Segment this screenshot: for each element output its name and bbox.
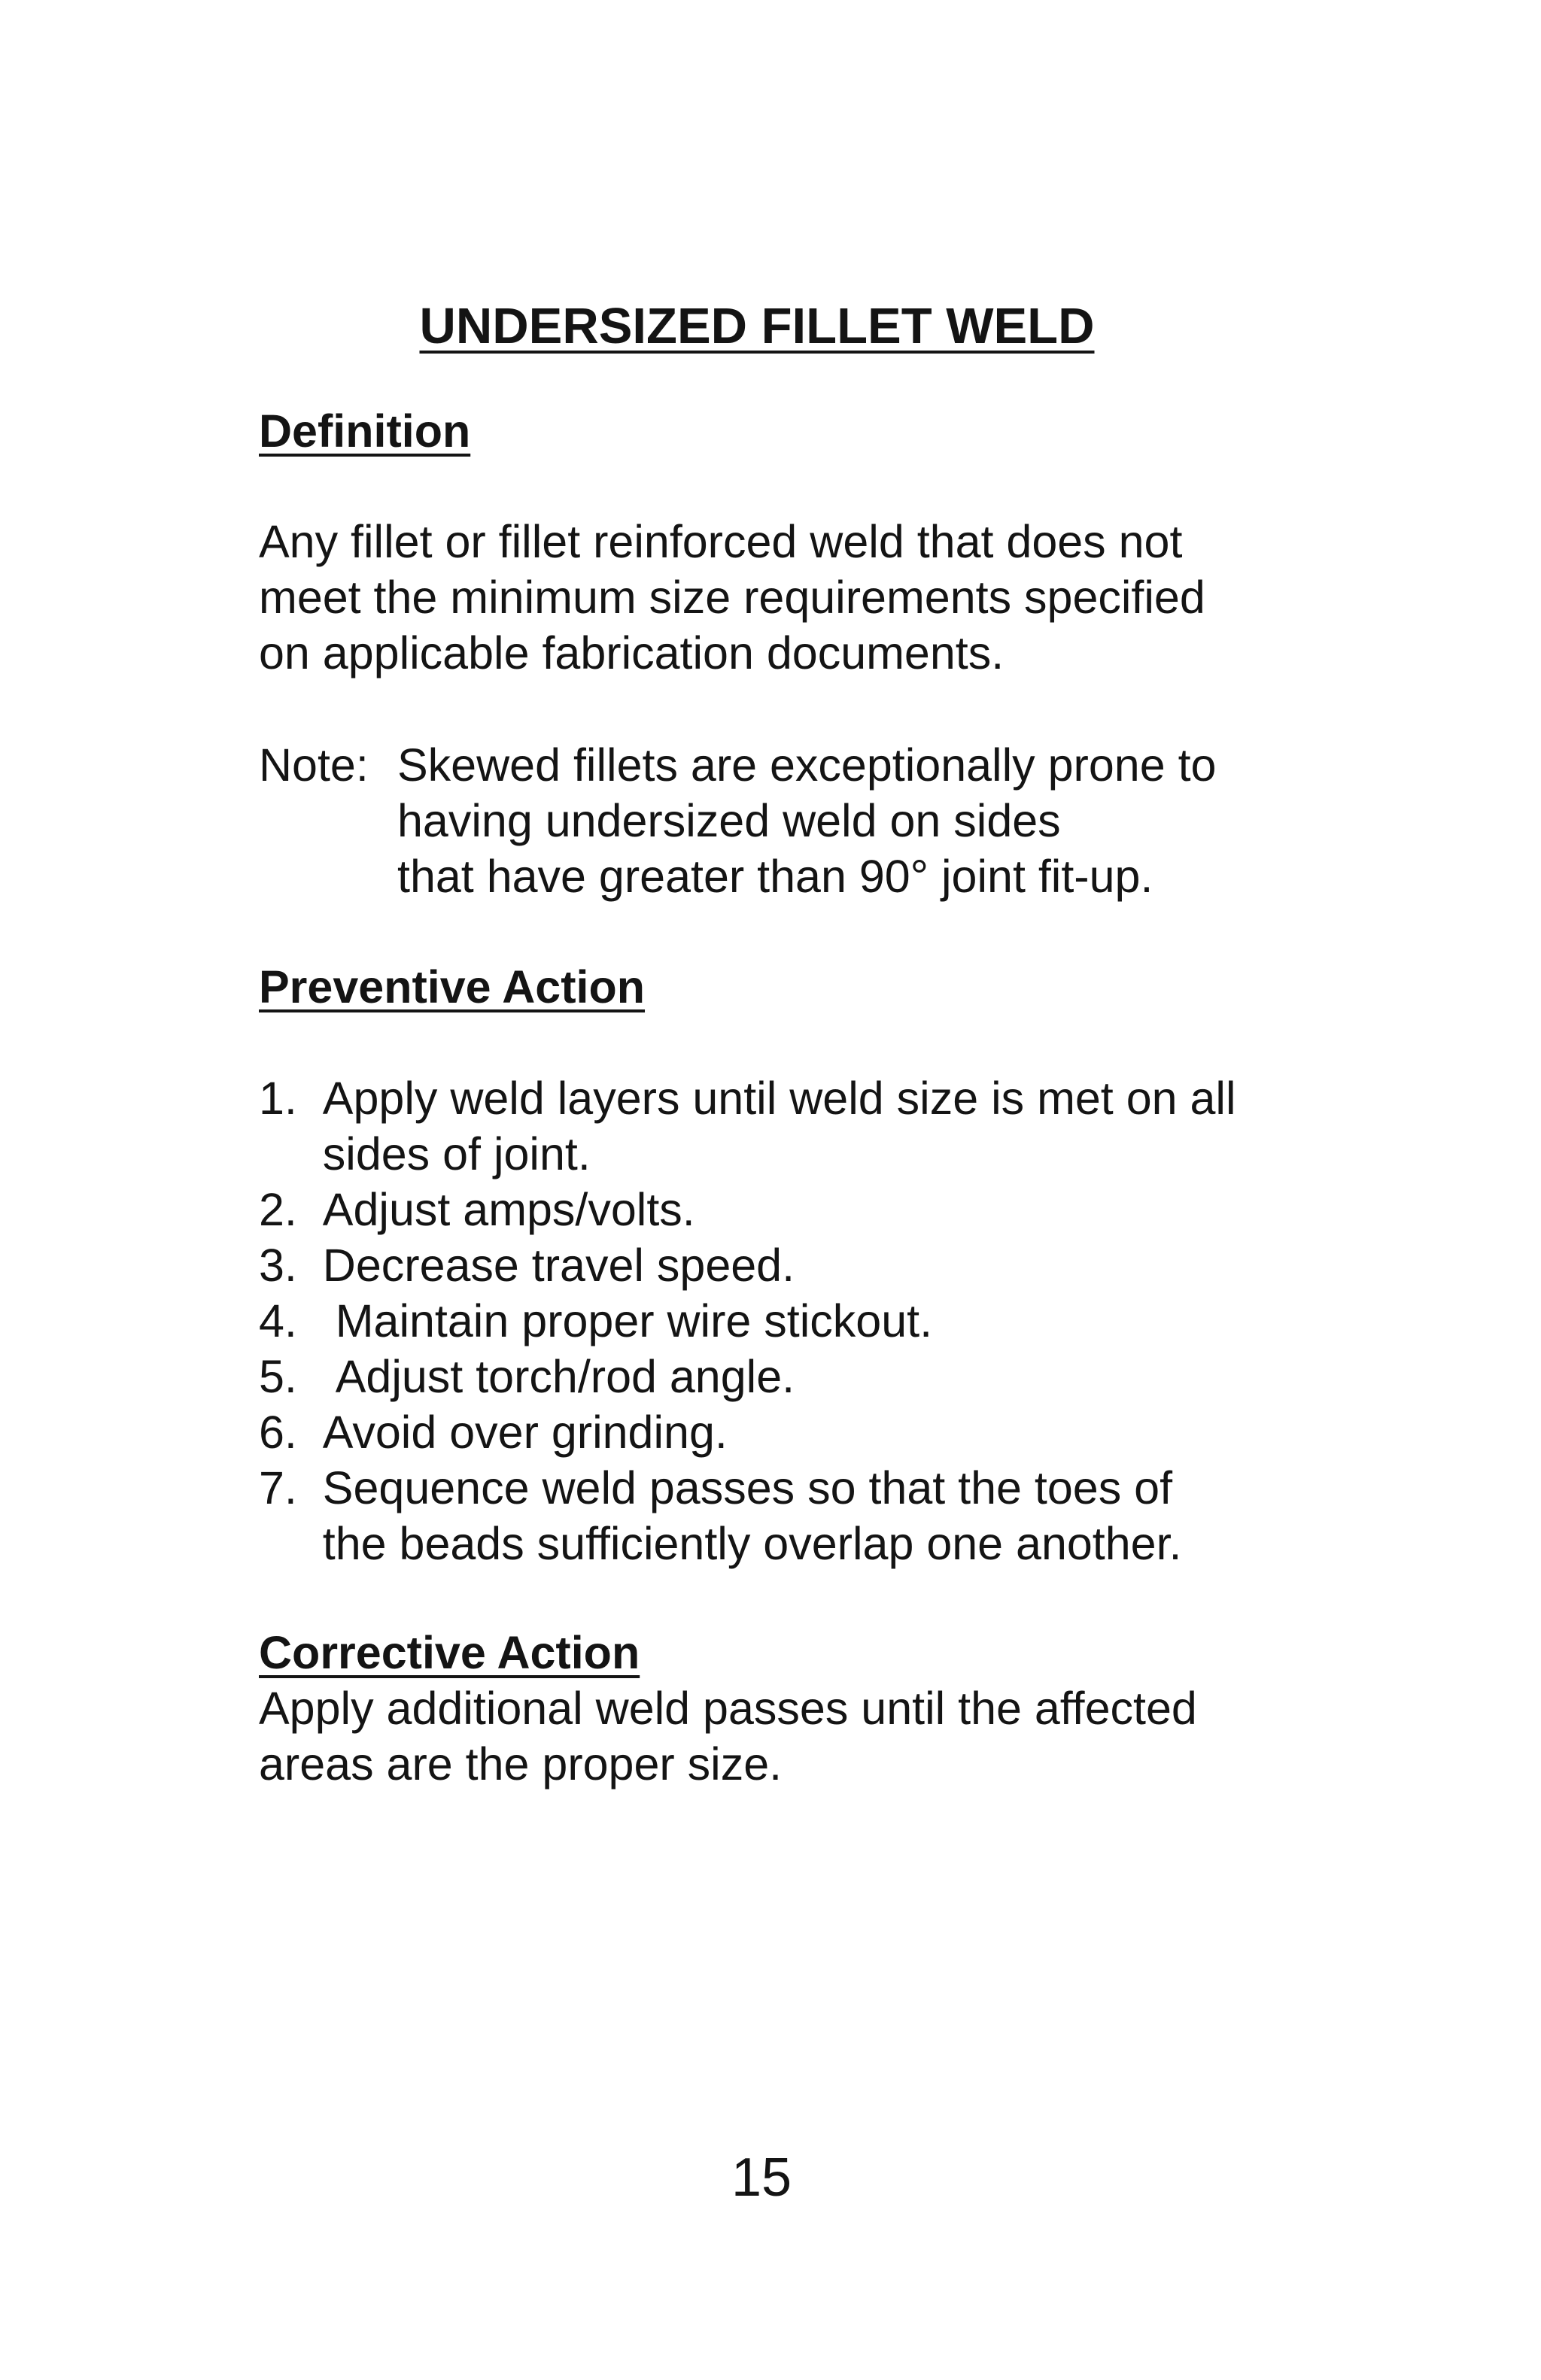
corrective-section — [259, 1625, 1327, 1792]
definition-body — [259, 514, 1327, 681]
list-item-text: Decrease travel speed. — [322, 1240, 795, 1291]
list-item-number: 2. — [259, 1184, 323, 1235]
list-item-text: Adjust torch/rod angle. — [335, 1351, 795, 1402]
list-item-number: 4. — [259, 1295, 336, 1346]
list-item-number: 5. — [259, 1351, 336, 1402]
list-item — [259, 1182, 1327, 1237]
preventive-list-block — [259, 1070, 1327, 1571]
list-item-text: Sequence weld passes so that the toes of — [322, 1462, 1173, 1513]
list-item-text: Avoid over grinding. — [322, 1407, 728, 1458]
list-item-text: Adjust amps/volts. — [322, 1184, 695, 1235]
note-line: having undersized weld on sides — [397, 795, 1061, 846]
definition-line: Any fillet or fillet reinforced weld that does not — [259, 516, 1183, 567]
list-item — [259, 1293, 1327, 1349]
list-item — [259, 1349, 1327, 1404]
list-item-number: 7. — [259, 1462, 323, 1513]
list-item — [259, 1404, 1327, 1460]
note-section — [259, 737, 1327, 904]
list-item-text: the beads sufficiently overlap one another. — [322, 1518, 1182, 1569]
preventive-list — [259, 1070, 1327, 1571]
definition-line: on applicable fabrication documents. — [259, 627, 1005, 678]
definition-line: meet the minimum size requirements specified — [259, 572, 1205, 623]
corrective-heading: Corrective Action — [259, 1627, 640, 1678]
list-item — [259, 1070, 1327, 1182]
corrective-line: Apply additional weld passes until the affected — [259, 1683, 1197, 1734]
definition-section — [259, 403, 1327, 459]
list-item-number: 1. — [259, 1073, 323, 1124]
preventive-section — [259, 959, 1327, 1015]
note-label: Note: — [259, 739, 369, 791]
corrective-line: areas are the proper size. — [259, 1738, 783, 1790]
list-item-text: Maintain proper wire stickout. — [335, 1295, 933, 1346]
list-item-text: sides of joint. — [322, 1128, 591, 1179]
note-line: that have greater than 90° joint fit-up. — [397, 851, 1153, 902]
page-title: UNDERSIZED FILLET WELD — [419, 298, 1095, 354]
list-item-number: 3. — [259, 1240, 323, 1291]
note-line: Skewed fillets are exceptionally prone to — [397, 739, 1217, 791]
definition-heading: Definition — [259, 405, 471, 457]
page-number: 15 — [731, 2148, 792, 2208]
preventive-heading: Preventive Action — [259, 961, 646, 1012]
list-item-number: 6. — [259, 1407, 323, 1458]
note-text — [397, 737, 1327, 904]
list-item — [259, 1460, 1327, 1571]
list-item-text: Apply weld layers until weld size is met on all — [322, 1073, 1236, 1124]
list-item — [259, 1237, 1327, 1293]
